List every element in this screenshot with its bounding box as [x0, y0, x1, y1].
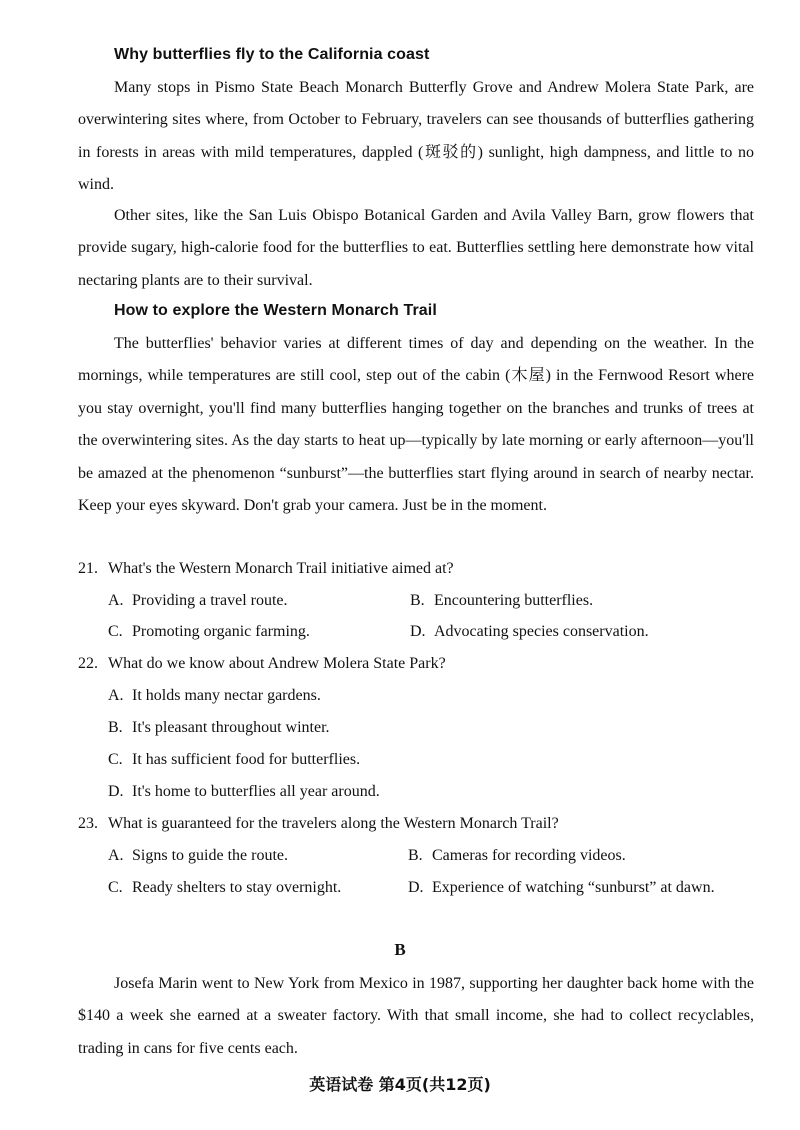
option-letter: C. [108, 879, 123, 896]
option-letter: C. [108, 623, 123, 640]
option-text: Experience of watching “sunburst” at dawn. [432, 879, 715, 896]
option-text: Cameras for recording videos. [432, 847, 626, 864]
question-23-option-a [108, 847, 288, 865]
option-letter: D. [410, 623, 426, 640]
question-21-option-a [108, 592, 288, 610]
option-text: It has sufficient food for butterflies. [132, 751, 361, 768]
paragraph-nectar-sites: Other sites, like the San Luis Obispo Botanical Garden and Avila Valley Barn, grow flowers that provide sugary, high-calorie food for the butterflies to eat. Butterflies settling here demonstrate how vital nectaring plants are to their survival. [78, 207, 754, 289]
paragraph-overwintering-sites: Many stops in Pismo State Beach Monarch Butterfly Grove and Andrew Molera State Park, are overwintering sites where, from October to February, travelers can see thousands of butterflies gathering in forests in areas with mild temperatures, dappled (斑驳的) sunlight, high dampness, and little to no wind. [78, 79, 754, 194]
paragraph-butterfly-behavior: The butterflies' behavior varies at different times of day and depending on the weather. In the mornings, while temperatures are still cool, step out of the cabin (木屋) in the Fernwood Resort where you stay overnight, you'll find many butterflies hanging together on the branches and trunks of trees at the overwintering sites. As the day starts to heat up—typically by late morning or early afternoon—you'll be amazed at the phenomenon “sunburst”—the butterflies start flying around in search of nearby nectar. Keep your eyes skyward. Don't grab your camera. Just be in the moment. [78, 335, 754, 515]
option-text: Ready shelters to stay overnight. [132, 879, 342, 896]
option-letter: B. [410, 592, 425, 609]
option-letter: A. [108, 592, 124, 609]
question-21 [78, 560, 454, 578]
option-text: Advocating species conservation. [434, 623, 649, 640]
option-text: It's pleasant throughout winter. [132, 719, 330, 736]
question-21-option-c [108, 623, 310, 641]
option-letter: B. [408, 847, 423, 864]
option-letter: D. [408, 879, 424, 896]
question-stem: What is guaranteed for the travelers along the Western Monarch Trail? [108, 815, 559, 832]
section-heading-western-monarch-trail: How to explore the Western Monarch Trail [114, 302, 437, 319]
question-23-option-d [408, 879, 715, 897]
question-number: 21. [78, 560, 98, 577]
option-letter: A. [108, 687, 124, 704]
question-21-option-d [410, 623, 649, 641]
question-21-option-b [410, 592, 593, 610]
question-22-option-a [108, 687, 321, 705]
question-number: 23. [78, 815, 98, 832]
option-text: Signs to guide the route. [132, 847, 288, 864]
option-letter: C. [108, 751, 123, 768]
option-text: Encountering butterflies. [434, 592, 594, 609]
section-b-heading: B [394, 940, 406, 959]
option-letter: D. [108, 783, 124, 800]
option-text: It's home to butterflies all year around. [132, 783, 380, 800]
option-letter: B. [108, 719, 123, 736]
question-number: 22. [78, 655, 98, 672]
option-text: It holds many nectar gardens. [132, 687, 321, 704]
section-heading-california-coast: Why butterflies fly to the California coast [114, 46, 430, 63]
question-22-option-b [108, 719, 330, 737]
page-footer: 英语试卷 第4页(共12页) [309, 1075, 491, 1094]
option-letter: A. [108, 847, 124, 864]
option-text: Providing a travel route. [132, 592, 288, 609]
paragraph-josefa-marin: Josefa Marin went to New York from Mexico in 1987, supporting her daughter back home with the $140 a week she earned at a sweater factory. With that small income, she had to collect recyclables, trading in cans for five cents each. [78, 975, 754, 1057]
question-stem: What do we know about Andrew Molera State Park? [108, 655, 446, 672]
question-23 [78, 815, 559, 833]
question-22 [78, 655, 446, 673]
question-23-option-b [408, 847, 626, 865]
option-text: Promoting organic farming. [132, 623, 310, 640]
question-stem: What's the Western Monarch Trail initiative aimed at? [108, 560, 454, 577]
question-23-option-c [108, 879, 341, 897]
question-22-option-c [108, 751, 360, 769]
question-22-option-d [108, 783, 380, 801]
